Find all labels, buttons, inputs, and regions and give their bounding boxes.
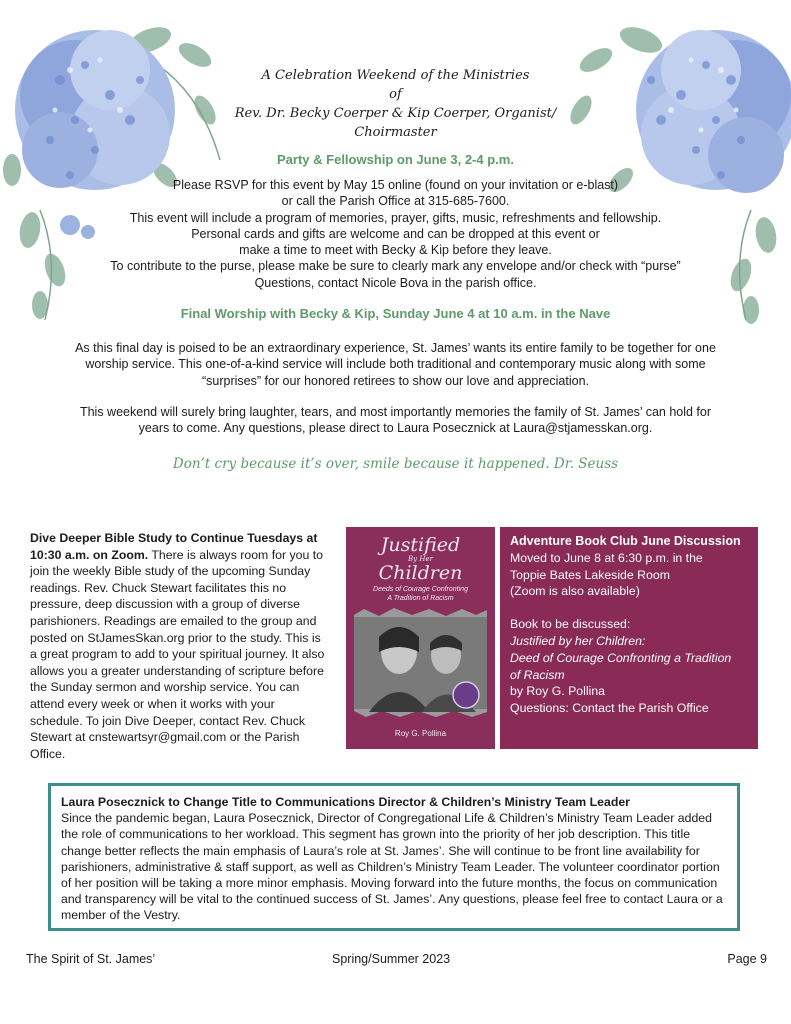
bible-study-article [30,530,328,762]
book-club-line: Book to be discussed: [510,617,631,632]
party-line: This event will include a program of memories, prayer, gifts, music, refreshments and fellowship. [129,210,662,225]
bible-study-heading: Dive Deeper Bible Study to Continue Tuesdays at 10:30 a.m. on Zoom. [30,531,318,562]
worship-line: “surprises” for our honored retirees to show our love and appreciation. [201,373,589,388]
worship-paragraph-1 [30,340,761,389]
book-club-line: Moved to June 8 at 6:30 p.m. in the [510,550,703,565]
celebration-title [90,66,701,142]
book-club-book-title: of Racism [510,667,565,682]
footer-publication-name: The Spirit of St. James’ [26,952,156,966]
communications-body: Since the pandemic began, Laura Posecznick, Director of Congregational Life & Children’s Ministry Team Leader added the role of communications to her workload. This segment has grown into the priority of her job description. This title change better reflects the main emphasis of Laura’s role at St. James’. She will continue to be front line availability for parishioners, administrative & staff support, as well as Children’s Ministry Team Leader. The volunteer coordinator portion of her position will be taking a more minor emphasis. Moving forward into the future months, the focus on communication and transparency will be vital to the continued success of St. James’. Any questions, please feel free to contact Laura or a member of the Vestry. [61,811,723,923]
party-line: Personal cards and gifts are welcome and can be dropped at this event or [191,226,600,241]
bible-study-body: There is always room for you to join the weekly Bible study of the upcoming Sunday readings. Rev. Chuck Stewart facilitates this no pressure, deep discussion with a group of diverse parishioners. Readings are emailed to the group and posted on StJamesSkan.org prior to the study. This is a great program to add to your spiritual journey. It also allows you a greater understanding of scripture before the Sunday sermon and worship service. You can attend every week or when it works with your schedule. To join Dive Deeper, contact Rev. Chuck Stewart at cnstewartsyr@gmail.com or the Parish Office. [30,547,325,761]
footer-page-number: Page 9 [727,952,767,966]
communications-announcement [48,783,740,931]
worship-line: worship service. This one-of-a-kind service will include both traditional and contemporary music along with some [85,357,706,372]
dr-seuss-quote: Don’t cry because it’s over, smile because it happened. Dr. Seuss [172,456,619,472]
title-line-1: A Celebration Weekend of the Ministries [261,68,530,83]
worship-section [60,306,731,321]
book-club-questions: Questions: Contact the Parish Office [510,701,709,716]
party-line: Please RSVP for this event by May 15 online (found on your invitation or e-blast) [172,178,619,192]
book-club-heading: Adventure Book Club June Discussion [510,534,741,548]
book-club-line: (Zoom is also available) [510,584,640,599]
communications-heading: Laura Posecznick to Change Title to Communications Director & Children’s Ministry Team Leader [61,795,630,809]
book-club-author: by Roy G. Pollina [510,684,606,699]
book-cover-image [346,527,495,749]
book-cover-title-by: By Her [408,555,433,563]
title-line-4: Choirmaster [354,125,437,140]
footer-issue: Spring/Summer 2023 [332,952,451,966]
party-line: Questions, contact Nicole Bova in the parish office. [254,275,537,290]
book-club-book-title: Justified by her Children: [510,633,646,648]
worship-line: This weekend will surely bring laughter, tears, and most importantly memories the family of St. James’ can hold for [79,405,712,419]
book-cover-title-1: Justified [380,534,461,556]
worship-heading: Final Worship with Becky & Kip, Sunday June 4 at 10 a.m. in the Nave [180,306,611,321]
book-club-panel [500,527,758,749]
book-cover-photo [354,607,487,717]
worship-line: As this final day is poised to be an extraordinary experience, St. James’ wants its entire family to be together for one [75,341,716,355]
party-section [95,152,696,167]
book-cover-title-2: Children [378,562,463,584]
title-line-3: Rev. Dr. Becky Coerper & Kip Coerper, Organist/ [234,106,557,121]
party-line: make a time to meet with Becky & Kip before they leave. [239,243,552,258]
party-line: To contribute to the purse, please make be sure to clearly mark any envelope and/or check with “purse” [110,259,681,274]
party-heading: Party & Fellowship on June 3, 2-4 p.m. [277,152,514,167]
party-details [95,177,696,291]
worship-paragraph-2 [30,404,761,437]
book-cover-author: Roy G. Pollina [394,729,447,738]
book-club-book-title: Deed of Courage Confronting a Tradition [510,650,732,665]
title-line-2: of [389,87,402,102]
book-club-line: Toppie Bates Lakeside Room [510,567,670,582]
worship-line: years to come. Any questions, please direct to Laura Posecznick at Laura@stjamesskan.org. [138,421,653,436]
book-cover-subtitle-2: A Tradition of Racism [387,595,454,602]
party-line: or call the Parish Office at 315-685-7600. [281,194,510,209]
book-cover-subtitle-1: Deeds of Courage Confronting [373,586,468,593]
